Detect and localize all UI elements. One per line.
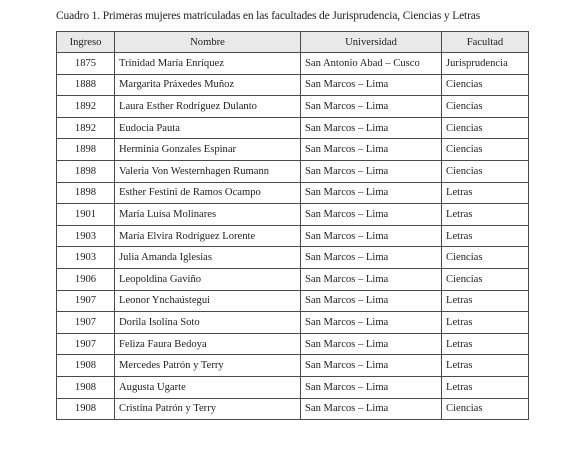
table-caption: Cuadro 1. Primeras mujeres matriculadas en las facultades de Jurisprudencia, Ciencias y Letras [56,10,481,22]
cell-universidad: San Marcos – Lima [301,96,442,118]
cell-nombre: Cristina Patrón y Terry [115,398,301,420]
cell-universidad: San Marcos – Lima [301,333,442,355]
cell-universidad: San Marcos – Lima [301,376,442,398]
cell-nombre: Julia Amanda Iglesias [115,247,301,269]
table-row [57,74,529,96]
cell-universidad: San Marcos – Lima [301,312,442,334]
cell-ingreso: 1892 [57,96,115,118]
header-universidad: Universidad [301,32,442,53]
cell-universidad: San Marcos – Lima [301,160,442,182]
table-row [57,204,529,226]
cell-universidad: San Marcos – Lima [301,290,442,312]
header-facultad: Facultad [442,32,529,53]
cell-ingreso: 1907 [57,333,115,355]
cell-nombre: Herminia Gonzales Espinar [115,139,301,161]
cell-ingreso: 1875 [57,53,115,75]
cell-universidad: San Marcos – Lima [301,204,442,226]
table-row [57,312,529,334]
cell-facultad: Ciencias [442,160,529,182]
cell-ingreso: 1908 [57,398,115,420]
table-row [57,53,529,75]
cell-ingreso: 1907 [57,290,115,312]
cell-nombre: Leopoldina Gaviño [115,268,301,290]
cell-facultad: Ciencias [442,247,529,269]
cell-nombre: Dorila Isolina Soto [115,312,301,334]
cell-nombre: Leonor Ynchaústegui [115,290,301,312]
cell-facultad: Ciencias [442,139,529,161]
cell-universidad: San Marcos – Lima [301,117,442,139]
cell-ingreso: 1908 [57,376,115,398]
cell-ingreso: 1898 [57,139,115,161]
cell-ingreso: 1898 [57,160,115,182]
cell-facultad: Letras [442,204,529,226]
cell-facultad: Letras [442,376,529,398]
table-row [57,96,529,118]
cell-facultad: Ciencias [442,398,529,420]
table-row [57,290,529,312]
table-row [57,376,529,398]
table-row [57,333,529,355]
table-row [57,139,529,161]
cell-facultad: Jurisprudencia [442,53,529,75]
table-row [57,182,529,204]
cell-facultad: Ciencias [442,117,529,139]
table-header [57,32,529,53]
matriculation-table [56,31,529,420]
cell-facultad: Ciencias [442,268,529,290]
cell-nombre: Esther Festini de Ramos Ocampo [115,182,301,204]
cell-facultad: Letras [442,290,529,312]
cell-universidad: San Marcos – Lima [301,139,442,161]
header-nombre: Nombre [115,32,301,53]
cell-nombre: Trinidad María Enríquez [115,53,301,75]
cell-universidad: San Marcos – Lima [301,268,442,290]
cell-ingreso: 1892 [57,117,115,139]
cell-universidad: San Marcos – Lima [301,247,442,269]
cell-facultad: Letras [442,225,529,247]
cell-ingreso: 1901 [57,204,115,226]
cell-nombre: María Luisa Molinares [115,204,301,226]
header-row [57,32,529,53]
cell-universidad: San Marcos – Lima [301,398,442,420]
cell-ingreso: 1888 [57,74,115,96]
cell-facultad: Ciencias [442,96,529,118]
cell-facultad: Letras [442,182,529,204]
table-row [57,398,529,420]
cell-ingreso: 1908 [57,355,115,377]
cell-universidad: San Antonio Abad – Cusco [301,53,442,75]
cell-universidad: San Marcos – Lima [301,355,442,377]
cell-universidad: San Marcos – Lima [301,182,442,204]
cell-nombre: Valeria Von Westernhagen Rumann [115,160,301,182]
cell-nombre: Eudocia Pauta [115,117,301,139]
cell-ingreso: 1906 [57,268,115,290]
table-body [57,53,529,420]
cell-facultad: Letras [442,355,529,377]
cell-universidad: San Marcos – Lima [301,225,442,247]
cell-ingreso: 1903 [57,225,115,247]
table-row [57,160,529,182]
cell-ingreso: 1903 [57,247,115,269]
cell-nombre: Augusta Ugarte [115,376,301,398]
table-row [57,268,529,290]
cell-ingreso: 1907 [57,312,115,334]
header-ingreso: Ingreso [57,32,115,53]
cell-ingreso: 1898 [57,182,115,204]
cell-nombre: Mercedes Patrón y Terry [115,355,301,377]
table-row [57,355,529,377]
cell-facultad: Ciencias [442,74,529,96]
table-row [57,247,529,269]
cell-nombre: Margarita Práxedes Muñoz [115,74,301,96]
cell-nombre: Laura Esther Rodríguez Dulanto [115,96,301,118]
cell-nombre: María Elvira Rodríguez Lorente [115,225,301,247]
cell-universidad: San Marcos – Lima [301,74,442,96]
cell-facultad: Letras [442,312,529,334]
cell-nombre: Feliza Faura Bedoya [115,333,301,355]
table-row [57,225,529,247]
table-row [57,117,529,139]
cell-facultad: Letras [442,333,529,355]
